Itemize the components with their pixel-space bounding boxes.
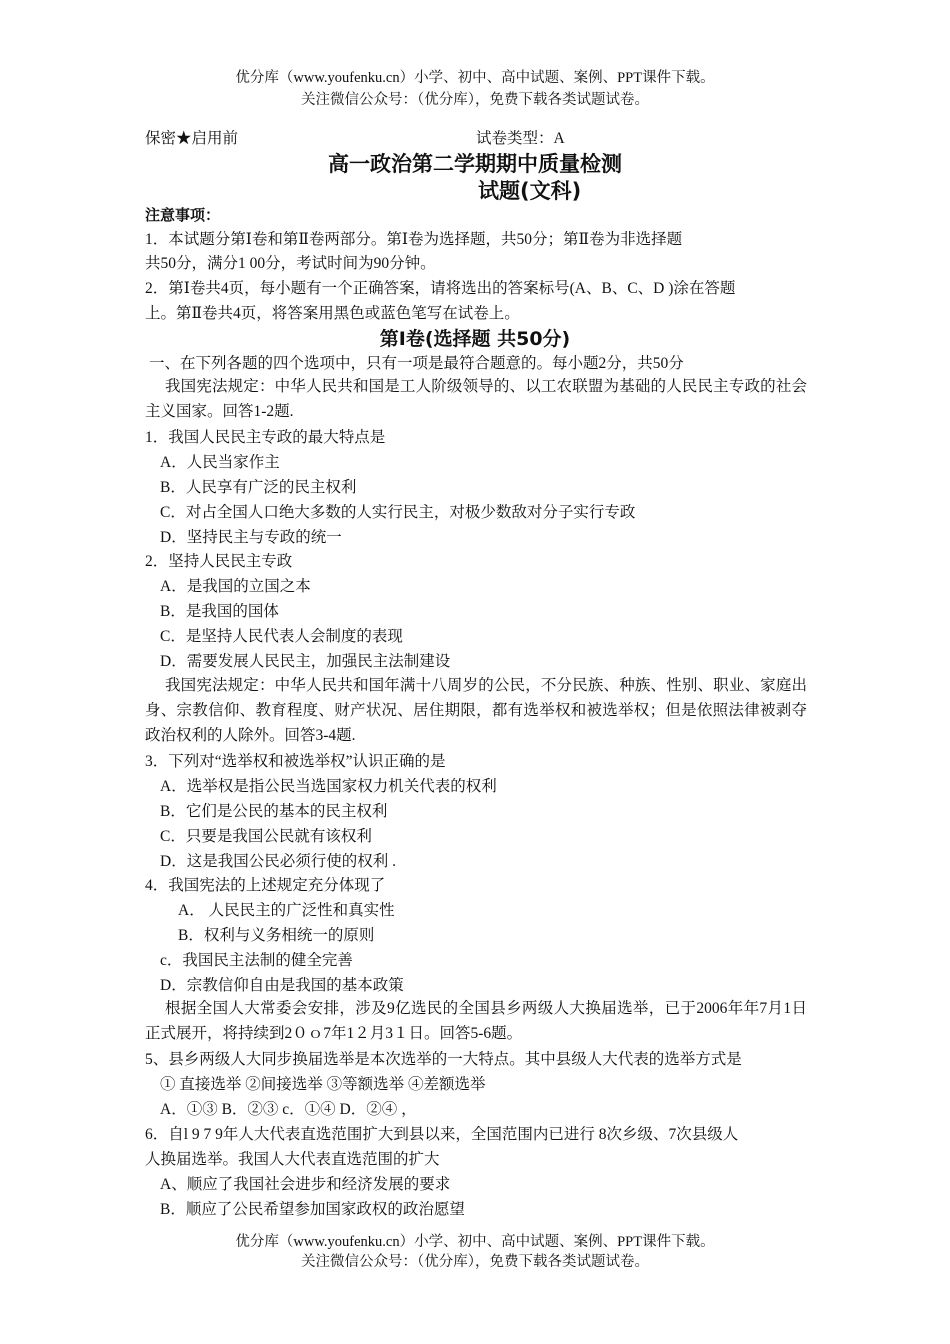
q1-option-c: C．对占全国人口绝大多数的人实行民主，对极少数敌对分子实行专政 xyxy=(160,504,636,521)
q1-stem: 1．我国人民民主专政的最大特点是 xyxy=(145,429,386,446)
section-instruction: 一、在下列各题的四个选项中，只有一项是最符合题意的。每小题2分，共50分 xyxy=(149,355,684,372)
q3-option-d: D．这是我国公民必须行使的权利 . xyxy=(160,853,396,870)
q2-option-b: B．是我国的国体 xyxy=(160,603,279,620)
q3-option-c: C．只要是我国公民就有该权利 xyxy=(160,828,372,845)
q5-options: A．①③ B．②③ c．①④ D．②④ ， xyxy=(160,1101,417,1118)
notice-item-1a: 1．本试题分第Ⅰ卷和第Ⅱ卷两部分。第Ⅰ卷为选择题，共50分；第Ⅱ卷为非选择题 xyxy=(145,231,683,248)
q3-option-a: A．选举权是指公民当选国家权力机关代表的权利 xyxy=(160,778,497,795)
q3-stem: 3．下列对“选举权和被选举权”认识正确的是 xyxy=(145,753,446,770)
notice-item-2a: 2．第Ⅰ卷共4页，每小题有一个正确答案，请将选出的答案标号(A、B、C、D )涂在答题 xyxy=(145,280,736,297)
material-2: 我国宪法规定：中华人民共和国年满十八周岁的公民，不分民族、种族、性别、职业、家庭出身、宗教信仰、教育程度、财产状况、居住期限，都有选举权和被选举权；但是依照法律被剥夺政治权利的人除外。回答3-4题. xyxy=(145,677,807,744)
q2-option-a: A．是我国的立国之本 xyxy=(160,578,311,595)
q1-option-a: A．人民当家作主 xyxy=(160,454,280,471)
q2-option-d: D．需要发展人民民主，加强民主法制建设 xyxy=(160,653,451,670)
page-title: 高一政治第二学期期中质量检测 xyxy=(328,152,622,176)
q1-option-d: D．坚持民主与专政的统一 xyxy=(160,529,342,546)
q3-option-b: B．它们是公民的基本的民主权利 xyxy=(160,803,388,820)
q2-stem: 2．坚持人民民主专政 xyxy=(145,553,293,570)
header-line-1: 优分库（www.youfenku.cn）小学、初中、高中试题、案例、PPT课件下载。 xyxy=(235,70,715,86)
notice-item-1b: 共50分，满分1 00分，考试时间为90分钟。 xyxy=(145,255,436,272)
header-line-2: 关注微信公众号：（优分库），免费下载各类试题试卷。 xyxy=(301,92,649,108)
q4-option-c: c．我国民主法制的健全完善 xyxy=(160,952,353,969)
material-1: 我国宪法规定：中华人民共和国是工人阶级领导的、以工农联盟为基础的人民民主专政的社会主义国家。回答1-2题. xyxy=(145,378,807,420)
notice-heading: 注意事项： xyxy=(145,206,221,224)
footer-line-1: 优分库（www.youfenku.cn）小学、初中、高中试题、案例、PPT课件下载。 xyxy=(235,1234,715,1250)
page-subtitle: 试题(文科) xyxy=(478,179,582,203)
q5-stem: 5、县乡两级人大同步换届选举是本次选举的一大特点。其中县级人大代表的选举方式是 xyxy=(145,1051,742,1068)
q1-option-b: B．人民享有广泛的民主权利 xyxy=(160,479,357,496)
q6-option-a: A、顺应了我国社会进步和经济发展的要求 xyxy=(160,1176,451,1193)
q4-stem: 4．我国宪法的上述规定充分体现了 xyxy=(145,877,386,894)
paper-type-label: 试卷类型：A xyxy=(476,130,565,147)
q4-option-d: D．宗教信仰自由是我国的基本政策 xyxy=(160,977,404,994)
q6-stem-a: 6．自l 9 7 9年人大代表直选范围扩大到县以来，全国范围内已进行 8次乡级、7次县级人 xyxy=(145,1126,739,1143)
q4-option-a: A． 人民民主的广泛性和真实性 xyxy=(178,902,395,919)
q5-items: ① 直接选举 ②间接选举 ③等额选举 ④差额选举 xyxy=(160,1076,486,1093)
material-3: 根据全国人大常委会安排，涉及9亿选民的全国县乡两级人大换届选举，已于2006年年7月1日正式展开，将持续到2０ｏ7年1２月3１日。回答5-6题。 xyxy=(145,1000,807,1042)
q6-stem-b: 人换届选举。我国人大代表直选范围的扩大 xyxy=(145,1151,440,1168)
q2-option-c: C．是坚持人民代表人会制度的表现 xyxy=(160,628,403,645)
section-title: 第Ⅰ卷(选择题 共50分) xyxy=(379,328,571,350)
footer-line-2: 关注微信公众号：（优分库），免费下载各类试题试卷。 xyxy=(301,1254,649,1270)
secrecy-label: 保密★启用前 xyxy=(145,130,239,147)
q6-option-b: B．顺应了公民希望参加国家政权的政治愿望 xyxy=(160,1201,465,1218)
q4-option-b: B．权利与义务相统一的原则 xyxy=(178,927,375,944)
notice-item-2b: 上。第Ⅱ卷共4页，将答案用黑色或蓝色笔写在试卷上。 xyxy=(145,305,520,322)
